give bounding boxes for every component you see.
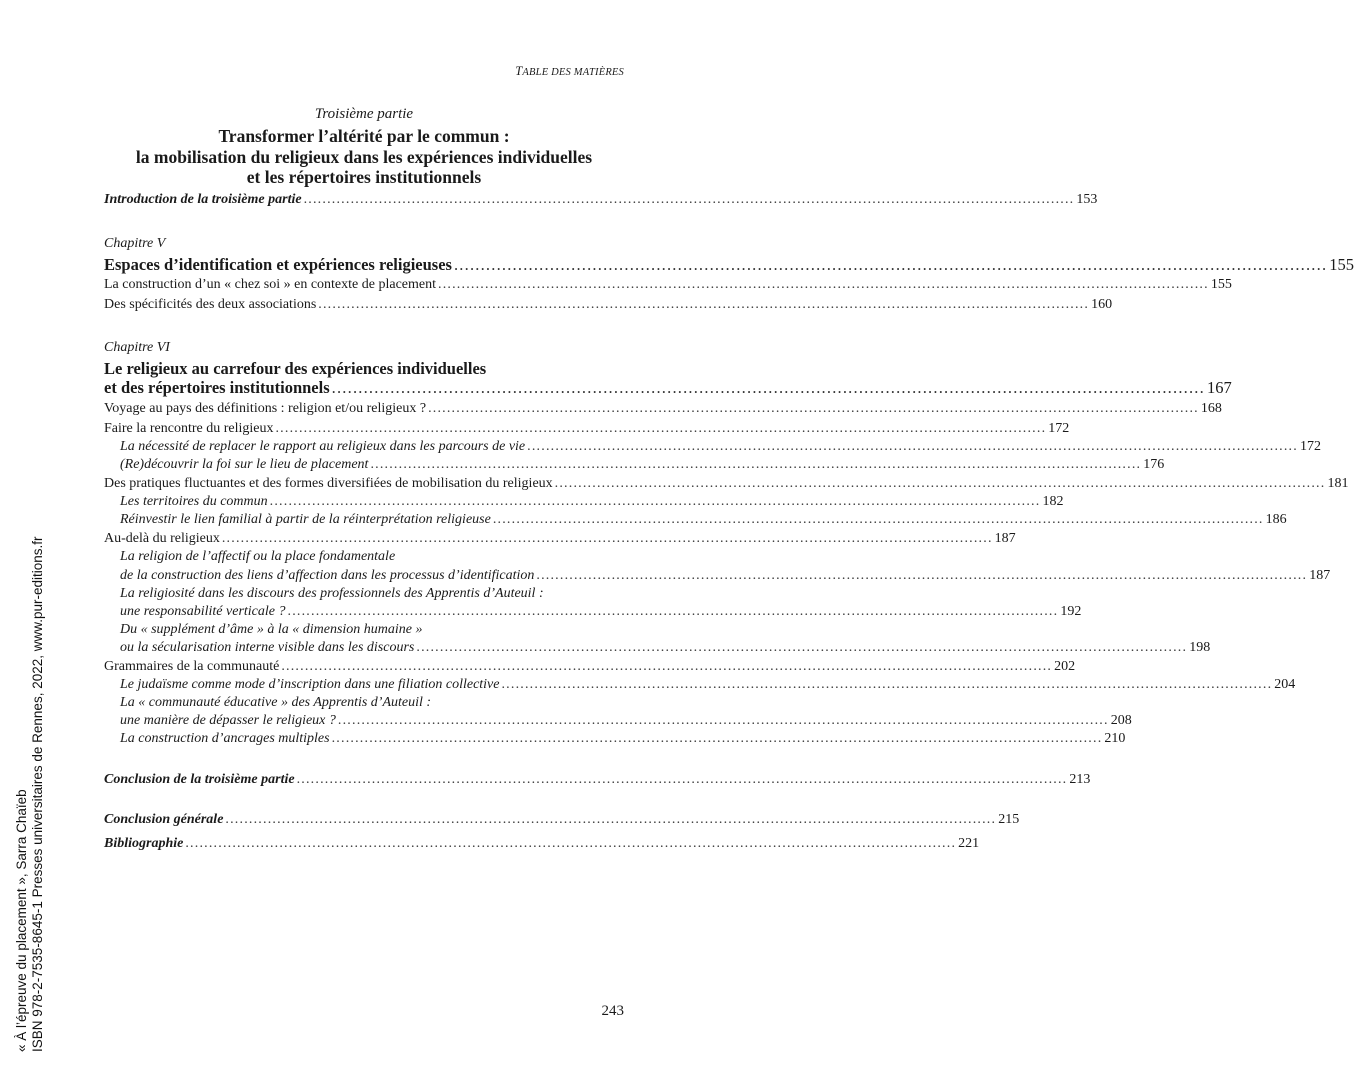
- toc-entry[interactable]: [104, 659, 1076, 679]
- leader-dots: ....................................................................................................................................................................: [428, 401, 1199, 416]
- toc-page-number: 172: [1299, 439, 1321, 454]
- toc-entry-label: Le judaïsme comme mode d’inscription dans une filiation collective: [120, 677, 500, 692]
- leader-dots: ....................................................................................................................................................................: [370, 457, 1142, 472]
- leader-dots: ....................................................................................................................................................................: [554, 476, 1326, 491]
- toc-page-number: 167: [1206, 378, 1232, 397]
- toc-entry-label: (Re)découvrir la foi sur le lieu de placement: [120, 457, 369, 472]
- margin-note-line: ISBN 978-2-7535-8645-1 Presses universitaires de Rennes, 2022, www.pur-editions.fr: [30, 536, 45, 1052]
- toc-entry-label: Réinvestir le lien familial à partir de la réinterprétation religieuse: [120, 512, 491, 527]
- toc-subentry[interactable]: [120, 494, 1064, 514]
- page-number: 243: [601, 1003, 624, 1019]
- copyright-margin-note: [14, 536, 46, 1052]
- leader-dots: ....................................................................................................................................................................: [303, 192, 1075, 207]
- leader-dots: ....................................................................................................................................................................: [527, 439, 1298, 454]
- leader-dots: ....................................................................................................................................................................: [536, 568, 1308, 583]
- toc-page-number: 208: [1110, 713, 1132, 728]
- toc-entry[interactable]: [104, 401, 1222, 421]
- toc-subentry-line: La religion de l’affectif ou la place fondamentale: [120, 549, 396, 564]
- leader-dots: ....................................................................................................................................................................: [438, 277, 1209, 292]
- part-title-line: et les répertoires institutionnels: [246, 167, 482, 187]
- toc-page-number: 155: [1329, 255, 1354, 274]
- chapter-5-label: Chapitre V: [104, 236, 166, 251]
- toc-entry-label: Des spécificités des deux associations: [104, 297, 317, 312]
- toc-entry[interactable]: [104, 297, 1113, 317]
- toc-page-number: 176: [1143, 457, 1165, 472]
- chapter-6-label: Chapitre VI: [104, 340, 170, 355]
- toc-entry-label: une responsabilité verticale ?: [120, 604, 286, 619]
- toc-entry-label: Faire la rencontre du religieux: [104, 421, 274, 436]
- running-head: [515, 64, 624, 79]
- leader-dots: ....................................................................................................................................................................: [337, 713, 1109, 728]
- leader-dots: ....................................................................................................................................................................: [275, 421, 1047, 436]
- toc-page-number: 215: [998, 812, 1020, 827]
- toc-subentry[interactable]: [120, 731, 1126, 751]
- toc-page-number: 213: [1069, 772, 1091, 787]
- toc-page-number: 155: [1210, 277, 1232, 292]
- part-label: Troisième partie: [314, 106, 414, 122]
- toc-page-number: 182: [1042, 494, 1064, 509]
- toc-page-number: 160: [1091, 297, 1113, 312]
- toc-entry-label: Au-delà du religieux: [104, 531, 220, 546]
- toc-page-number: 202: [1054, 659, 1076, 674]
- leader-dots: ....................................................................................................................................................................: [287, 604, 1059, 619]
- toc-entry-label: et des répertoires institutionnels: [104, 378, 330, 397]
- toc-subentry[interactable]: [120, 512, 1287, 532]
- toc-entry-label: Espaces d’identification et expériences religieuses: [104, 255, 452, 274]
- toc-page-number: 153: [1076, 192, 1098, 207]
- leader-dots: ....................................................................................................................................................................: [501, 677, 1273, 692]
- leader-dots: ....................................................................................................................................................................: [453, 255, 1328, 274]
- toc-page-number: 187: [994, 531, 1016, 546]
- toc-page-number: 198: [1189, 640, 1211, 655]
- toc-page-number: 187: [1309, 568, 1331, 583]
- toc-entry-label: Bibliographie: [104, 836, 184, 851]
- leader-dots: ....................................................................................................................................................................: [269, 494, 1041, 509]
- leader-dots: ....................................................................................................................................................................: [281, 659, 1053, 674]
- margin-note-line: « À l’épreuve du placement », Sarra Chaïeb: [14, 789, 29, 1052]
- toc-page-number: 204: [1274, 677, 1296, 692]
- toc-entry-label: Introduction de la troisième partie: [104, 192, 302, 207]
- toc-subentry[interactable]: [120, 604, 1082, 624]
- toc-page-number: 186: [1265, 512, 1287, 527]
- toc-page-number: 168: [1200, 401, 1222, 416]
- toc-entry[interactable]: [104, 531, 1016, 551]
- toc-entry-label: ou la sécularisation interne visible dans les discours: [120, 640, 415, 655]
- toc-page-number: 221: [958, 836, 980, 851]
- toc-entry-label: Des pratiques fluctuantes et des formes diversifiées de mobilisation du religieux: [104, 476, 553, 491]
- toc-subentry[interactable]: [120, 677, 1296, 697]
- toc-page-number: 181: [1327, 476, 1349, 491]
- toc-entry-label: La construction d’un « chez soi » en contexte de placement: [104, 277, 436, 292]
- toc-subentry-line: La « communauté éducative » des Apprentis d’Auteuil :: [120, 695, 432, 710]
- toc-subentry-line: Du « supplément d’âme » à la « dimension humaine »: [120, 622, 423, 637]
- toc-entry-bibliography[interactable]: [104, 836, 980, 856]
- toc-entry[interactable]: [104, 476, 1349, 496]
- toc-entry-label: La construction d’ancrages multiples: [120, 731, 330, 746]
- toc-entry-introduction[interactable]: [104, 192, 1098, 212]
- chapter-6-title-line: Le religieux au carrefour des expériences individuelles: [104, 359, 487, 378]
- toc-entry-conclusion-general[interactable]: [104, 812, 1020, 832]
- toc-entry-label: La nécessité de replacer le rapport au religieux dans les parcours de vie: [120, 439, 526, 454]
- toc-page-number: 210: [1104, 731, 1126, 746]
- leader-dots: ....................................................................................................................................................................: [296, 772, 1068, 787]
- leader-dots: ....................................................................................................................................................................: [416, 640, 1188, 655]
- running-head-initial: T: [515, 64, 523, 78]
- leader-dots: ....................................................................................................................................................................: [331, 378, 1205, 397]
- leader-dots: ....................................................................................................................................................................: [225, 812, 997, 827]
- leader-dots: ....................................................................................................................................................................: [331, 731, 1103, 746]
- toc-chapter-6-title[interactable]: [104, 378, 1232, 398]
- running-head-rest: ABLE DES MATIÈRES: [522, 67, 624, 78]
- toc-entry-conclusion-part[interactable]: [104, 772, 1091, 792]
- toc-page-number: 172: [1048, 421, 1070, 436]
- toc-entry-label: Grammaires de la communauté: [104, 659, 280, 674]
- toc-entry-label: Voyage au pays des définitions : religion et/ou religieux ?: [104, 401, 427, 416]
- toc-page-number: 192: [1060, 604, 1082, 619]
- part-title-line: Transformer l’altérité par le commun :: [218, 126, 510, 146]
- leader-dots: ....................................................................................................................................................................: [221, 531, 993, 546]
- toc-entry-label: Conclusion générale: [104, 812, 224, 827]
- toc-subentry[interactable]: [120, 439, 1321, 459]
- leader-dots: ....................................................................................................................................................................: [492, 512, 1264, 527]
- leader-dots: ....................................................................................................................................................................: [185, 836, 957, 851]
- toc-subentry-line: La religiosité dans les discours des professionnels des Apprentis d’Auteuil :: [120, 586, 544, 601]
- toc-entry-label: de la construction des liens d’affection dans les processus d’identification: [120, 568, 535, 583]
- part-title-line: la mobilisation du religieux dans les expériences individuelles: [135, 146, 593, 167]
- toc-subentry[interactable]: [120, 568, 1331, 588]
- toc-subentry[interactable]: [120, 457, 1165, 477]
- part-title: [104, 126, 624, 188]
- toc-subentry[interactable]: [120, 640, 1211, 660]
- leader-dots: ....................................................................................................................................................................: [318, 297, 1090, 312]
- toc-subentry[interactable]: [120, 713, 1132, 733]
- toc-entry-label: Conclusion de la troisième partie: [104, 772, 295, 787]
- toc-entry[interactable]: [104, 421, 1070, 441]
- toc-entry-label: une manière de dépasser le religieux ?: [120, 713, 336, 728]
- toc-entry-label: Les territoires du commun: [120, 494, 268, 509]
- toc-entry[interactable]: [104, 277, 1232, 297]
- toc-chapter-5-title[interactable]: [104, 255, 1354, 275]
